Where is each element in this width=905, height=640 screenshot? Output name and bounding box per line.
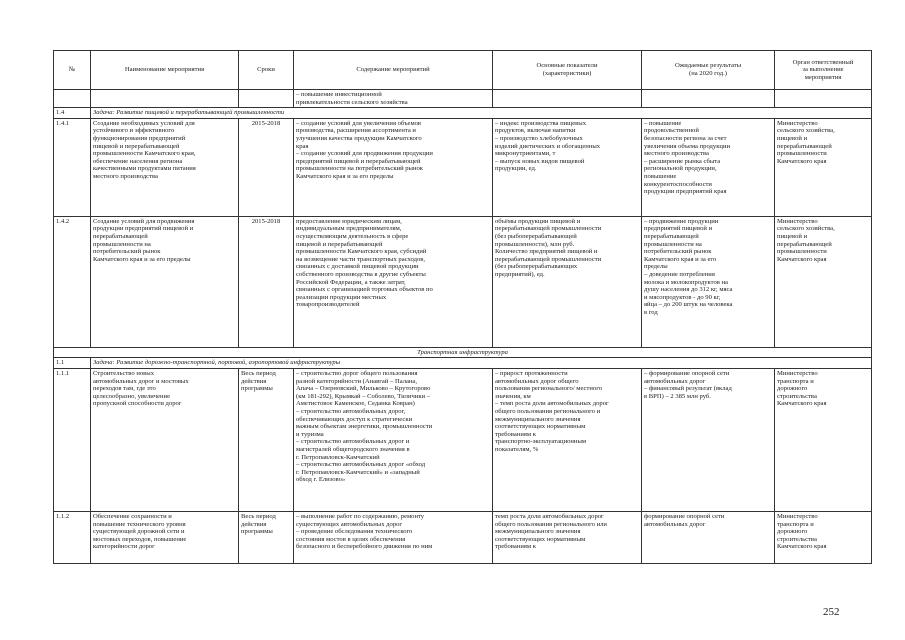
text-line: продовольственной (644, 127, 699, 135)
text-line: разной категорийности (Анавгай – Палана, (296, 377, 418, 385)
row-period (239, 368, 294, 511)
text-line: изделий диетических и обогащенных (495, 142, 601, 150)
text-line: молока и молокопродуктов на (644, 278, 728, 286)
text-line: края (296, 142, 309, 150)
text-line: пределы (644, 263, 668, 271)
row-org (775, 118, 872, 216)
text-line: местного производства (93, 172, 158, 180)
text-line: связанных с организацией торговых объектов по (296, 286, 433, 294)
row-org (775, 511, 872, 563)
text-line: Апача – Озерновский, Мильково – Крутогорово (296, 385, 431, 393)
text-line: производства, расширения ассортимента и (296, 127, 416, 135)
section-row (54, 347, 872, 358)
text-line: магистралей общегородского значения в (296, 445, 410, 453)
text-line: – формирование опорной сети (644, 369, 730, 377)
text-line: предприятий пищевой и (644, 225, 713, 233)
task-row (54, 108, 872, 119)
text-line: дорожного (777, 385, 808, 393)
text-line: – производство хлебобулочных (495, 134, 583, 142)
row-org (775, 216, 872, 347)
row-num: 1.4.2 (54, 216, 91, 347)
text-line: (км 181-292), Крымкай – Соболево, Тиличики – (296, 392, 431, 400)
header-num: № (54, 51, 91, 90)
text-line: предоставление юридическим лицам, (296, 217, 402, 225)
row-name (91, 368, 239, 511)
text-line: – прирост протяженности (495, 369, 568, 377)
text-line: пропускной способности дорог (93, 400, 182, 408)
row-content (294, 511, 493, 563)
text-line: Ожидаемые результаты (674, 62, 742, 70)
text-line: – строительство дорог общего пользования (296, 369, 418, 377)
text-line: индивидуальным предпринимателям, (296, 225, 402, 233)
row-num: 1.4.1 (54, 118, 91, 216)
row-content (294, 118, 493, 216)
task-text: Задача: Развитие пищевой и перерабатывающей промышленности (91, 108, 872, 119)
section-title: Транспортная инфраструктура (54, 347, 872, 358)
text-line: Создание условий для продвижения (93, 217, 195, 225)
text-line: программы (241, 385, 273, 393)
text-line: Российской Федерации, а также затрат, (296, 278, 406, 286)
text-line: и мясопродуктов - до 90 кг, (644, 293, 721, 301)
text-line: Весь период (241, 369, 276, 377)
text-line: промышленности), млн руб. (495, 240, 575, 248)
text-line: – строительство автомобильных дорог и (296, 438, 410, 446)
row-content (294, 368, 493, 511)
row-period: 2015-2018 (239, 216, 294, 347)
header-name: Наименование мероприятия (91, 51, 239, 90)
row-org (775, 368, 872, 511)
text-line: Аметистовое Каменское, Седанка Ковран) (296, 400, 415, 408)
measures-table (53, 50, 872, 564)
text-line: мероприятия (804, 73, 842, 81)
text-line: г. Петропавловск-Камчатский» и «западный (296, 468, 420, 476)
text-line: яйца – до 200 штук на человека (644, 301, 733, 309)
text-line: категорийности дорог (93, 543, 155, 551)
table-row (54, 90, 872, 108)
text-line: переходов там, где это (93, 385, 156, 393)
header-content: Содержание мероприятий (294, 51, 493, 90)
text-line: и туризма (296, 430, 324, 438)
text-line: потребительский рынок (644, 248, 712, 256)
text-line: на возмещение части транспортных расходов, (296, 255, 426, 263)
text-line: Основные показатели (536, 62, 598, 70)
text-line: продуктов, включая напитки (495, 127, 576, 135)
header-indicators (493, 51, 642, 90)
text-line: (характеристики) (542, 70, 592, 77)
row-results (642, 368, 775, 511)
text-line: значения, км (495, 392, 531, 400)
text-line: – строительство автомобильных дорог «обход (296, 461, 426, 469)
text-line: транспортно-эксплуатационным (495, 438, 587, 446)
text-line: – темп роста доли автомобильных дорог (495, 400, 609, 408)
text-line: Министерство (777, 119, 818, 127)
text-line: Количество предприятий пищевой и (495, 248, 598, 256)
row-indicators (493, 118, 642, 216)
text-line: качественными продуктами питания (93, 165, 196, 173)
text-line: программы (241, 528, 273, 536)
text-line: пищевой и перерабатывающей (93, 142, 180, 150)
text-line: автомобильных дорог (644, 377, 706, 385)
text-line: Министерство (777, 512, 818, 520)
text-line: Создание необходимых условий для (93, 119, 195, 127)
text-line: – создание условий для увеличения объемов (296, 119, 422, 127)
text-line: пищевой и (777, 134, 808, 142)
cont-content (294, 90, 493, 108)
text-line: перерабатывающей (93, 232, 148, 240)
text-line: перерабатывающей промышленности (495, 255, 602, 263)
text-line: местного производства (644, 150, 709, 158)
text-line: состояния мостов в целях обеспечения (296, 535, 406, 543)
text-line: соответствующих нормативным (495, 423, 586, 431)
text-line: дорожного (777, 528, 808, 536)
text-line: душу населения до 312 кг, мяса (644, 286, 733, 294)
text-line: общего пользования регионального или (495, 520, 607, 528)
text-line: автомобильных дорог и мостовых (93, 377, 189, 385)
text-line: существующей дорожной сети и (93, 528, 185, 536)
text-line: целесообразно, увеличение (93, 392, 171, 400)
text-line: – индекс производства пищевых (495, 119, 586, 127)
text-line: повышение технического уровня (93, 520, 186, 528)
text-line: осуществляющим деятельность в сфере (296, 232, 409, 240)
text-line: перерабатывающей (777, 142, 832, 150)
text-line: промышленности (777, 248, 827, 256)
text-line: в ВРП) – 2 385 млн руб. (644, 392, 711, 400)
text-line: собственного производства в другие субъекты (296, 270, 426, 278)
text-line: Камчатского края (777, 543, 827, 551)
row-indicators (493, 511, 642, 563)
text-line: Камчатского края (777, 157, 827, 165)
text-line: Весь период (241, 512, 276, 520)
table-header-row (54, 51, 872, 90)
text-line: улучшения качества продукции Камчатского (296, 134, 422, 142)
text-line: сельского хозяйства, (777, 225, 835, 233)
text-line: сельского хозяйства, (777, 127, 835, 135)
text-line: Министерство (777, 217, 818, 225)
text-line: – проведение обследования технического (296, 528, 413, 536)
row-name (91, 216, 239, 347)
row-num: 1.1.1 (54, 368, 91, 511)
text-line: увеличения объема продукции (644, 142, 730, 150)
row-num: 1.1.2 (54, 511, 91, 563)
text-line: повышение (644, 172, 677, 180)
text-line: (без рыбоперерабатывающих (495, 263, 578, 271)
text-line: устойчивого и эффективного (93, 127, 175, 135)
text-line: требованиям к (495, 430, 536, 438)
text-line: безопасности региона за счет (644, 134, 727, 142)
text-line: действия (241, 520, 267, 528)
text-line: привлекательности сельского хозяйства (296, 98, 408, 106)
row-period: 2015-2018 (239, 118, 294, 216)
text-line: требованиям к (495, 543, 536, 551)
task-text: Задача: Развитие дорожно-транспортной, портовой, аэропортовой инфраструктуры (91, 358, 872, 369)
text-line: товаропроизводителей (296, 301, 360, 309)
text-line: Строительство новых (93, 369, 154, 377)
text-line: микронутриентами, т (495, 150, 556, 158)
text-line: – создание условий для продвижения продукции (296, 150, 433, 158)
text-line: Камчатского края и за его пределы (296, 172, 394, 180)
text-line: безопасного и бесперебойного движения по ним (296, 543, 433, 551)
row-indicators (493, 216, 642, 347)
text-line: межмуниципального значения (495, 415, 581, 423)
text-line: – повышение (644, 119, 682, 127)
task-row (54, 358, 872, 369)
text-line: – расширение рынка сбыта (644, 157, 721, 165)
text-line: реализации продукции местных (296, 293, 387, 301)
row-period (239, 511, 294, 563)
text-line: региональной продукции, (644, 165, 717, 173)
text-line: в год (644, 308, 658, 316)
header-period: Сроки (239, 51, 294, 90)
text-line: – доведение потребления (644, 270, 715, 278)
text-line: г. Петропавловск-Камчатский (296, 453, 380, 461)
text-line: показателям, % (495, 445, 539, 453)
text-line: Орган ответственный (792, 58, 854, 66)
text-line: – выпуск новых видов пищевой (495, 157, 585, 165)
header-results (642, 51, 775, 90)
text-line: Обеспечение сохранности и (93, 512, 172, 520)
text-line: обеспечивающих доступ к стратегически (296, 415, 413, 423)
text-line: темп роста доли автомобильных дорог (495, 512, 604, 520)
text-line: действия (241, 377, 267, 385)
row-name (91, 118, 239, 216)
task-num: 1.1 (54, 358, 91, 369)
text-line: автомобильных дорог (644, 520, 706, 528)
row-results (642, 511, 775, 563)
text-line: объёмы продукции пищевой и (495, 217, 581, 225)
text-line: функционирования предприятий (93, 134, 186, 142)
text-line: важным объектам энергетики, промышленности (296, 423, 433, 431)
text-line: строительства (777, 392, 817, 400)
text-line: промышленности Камчатского края, субсидий (296, 248, 427, 256)
text-line: общего пользования регионального и (495, 407, 601, 415)
text-line: перерабатывающей (644, 232, 699, 240)
row-indicators (493, 368, 642, 511)
text-line: – финансовый результат (вклад (644, 385, 732, 393)
text-line: связанных с доставкой пищевой продукции (296, 263, 419, 271)
text-line: Камчатского края и за его пределы (93, 255, 191, 263)
text-line: соответствующих нормативным (495, 535, 586, 543)
text-line: предприятий пищевой и перерабатывающей (296, 157, 421, 165)
text-line: продукции предприятий края (644, 188, 727, 196)
text-line: промышленности (777, 150, 827, 158)
text-line: Камчатского края (777, 255, 827, 263)
row-results (642, 118, 775, 216)
table-row (54, 118, 872, 216)
text-line: продукции, ед. (495, 165, 537, 173)
table-row (54, 368, 872, 511)
table-row (54, 216, 872, 347)
row-results (642, 216, 775, 347)
text-line: конкурентоспособности (644, 180, 712, 188)
header-org (775, 51, 872, 90)
text-line: потребительский рынок (93, 248, 161, 256)
text-line: транспорта и (777, 520, 814, 528)
text-line: обеспечение населения региона (93, 157, 183, 165)
text-line: – выполнение работ по содержанию, ремонту (296, 512, 425, 520)
text-line: пищевой и (777, 232, 808, 240)
text-line: промышленности Камчатского края, (93, 150, 196, 158)
text-line: – строительство автомобильных дорог, (296, 407, 406, 415)
text-line: продукции предприятий пищевой и (93, 225, 194, 233)
text-line: транспорта и (777, 377, 814, 385)
row-name (91, 511, 239, 563)
text-line: мостовых переходов, повышение (93, 535, 187, 543)
text-line: предприятий), ед. (495, 270, 545, 278)
text-line: автомобильных дорог общего (495, 377, 579, 385)
page-number: 252 (823, 606, 840, 618)
text-line: – повышение инвестиционной (296, 91, 382, 98)
text-line: промышленности на (644, 240, 702, 248)
text-line: промышленности на потребительский рынок (296, 165, 424, 173)
text-line: промышленности на (93, 240, 151, 248)
text-line: строительства (777, 535, 817, 543)
text-line: перерабатывающей промышленности (495, 225, 602, 233)
text-line: межмуниципального значения (495, 528, 581, 536)
text-line: за выполнение (802, 66, 844, 74)
row-content (294, 216, 493, 347)
text-line: Камчатского края (777, 400, 827, 408)
table-row (54, 511, 872, 563)
text-line: (на 2020 год.) (689, 70, 727, 77)
text-line: обход г. Елизово» (296, 476, 346, 484)
text-line: Министерство (777, 369, 818, 377)
text-line: формирование опорной сети (644, 512, 725, 520)
text-line: (без рыбоперерабатывающей (495, 232, 577, 240)
text-line: существующих автомобильных дорог (296, 520, 403, 528)
task-num: 1.4 (54, 108, 91, 119)
text-line: пользования регионального/ местного (495, 385, 603, 393)
text-line: перерабатывающей (777, 240, 832, 248)
text-line: Камчатского края и за его (644, 255, 717, 263)
text-line: пищевой и перерабатывающей (296, 240, 383, 248)
text-line: – продвижение продукции (644, 217, 719, 225)
